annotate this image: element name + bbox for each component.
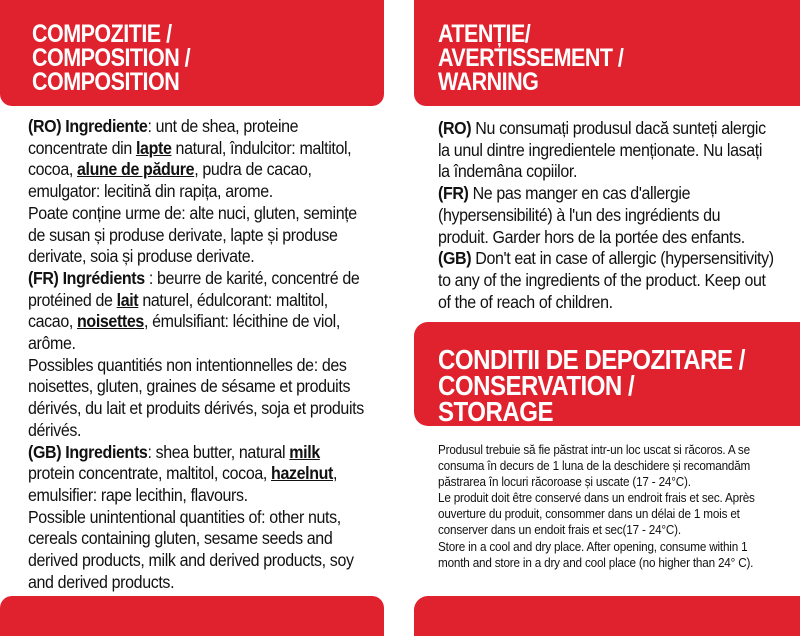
composition-fr: (FR) Ingrédients : beurre de karité, concentré de protéined de lait naturel, édulcorant: maltitol, cacao, noisettes, émulsifiant: lécithine de viol, arôme. (28, 267, 360, 354)
warning-header (414, 0, 800, 106)
allergen-hazelnut-fr: noisettes (77, 311, 144, 332)
warning-title-gb: WARNING (438, 68, 539, 96)
ingredients-tag-fr: (FR) Ingrédients (28, 267, 145, 288)
next-panel-band-right (414, 596, 800, 636)
allergen-hazelnut-gb: hazelnut (271, 463, 333, 484)
composition-gb: (GB) Ingredients: shea butter, natural milk protein concentrate, maltitol, cocoa, hazelnut, emulsifier: rape lecithin, flavours. (28, 441, 338, 505)
warning-title-fr: AVERTISSEMENT / (438, 44, 624, 72)
storage-gb: Store in a cool and dry place. After opening, consume within 1 month and store in a dry and cool place (no higher than 24° C). (438, 539, 754, 570)
ingredients-tag-ro: (RO) Ingrediente (28, 116, 148, 136)
allergen-milk-fr: lait (116, 289, 139, 310)
storage-header (414, 322, 800, 426)
storage-fr: Le produit doit être conservé dans un endroit frais et sec. Après ouverture du produit, consommer dans un délai de 1 mois et conserver dans un endoit frais et sec(17 - 24°C). (438, 491, 755, 538)
composition-title-gb: COMPOSITION (32, 68, 180, 96)
warning-fr: (FR) Ne pas manger en cas d'allergie (hypersensibilité) à l'un des ingrédients du produit. Garder hors de la portée des enfants. (438, 183, 745, 247)
warning-ro: (RO) Nu consumați produsul dacă sunteți alergic la unul dintre ingredientele menționate. Nu lasați la îndemâna copiilor. (438, 118, 766, 182)
warning-body (438, 118, 774, 313)
storage-title-gb: STORAGE (438, 396, 554, 427)
allergen-hazelnut-ro: alune de pădure (77, 159, 195, 180)
traces-gb: Possible unintentional quantities of: other nuts, cereals containing gluten, sesame seeds and derived products, milk and derived products, soy and derived products. (28, 506, 354, 592)
storage-title-fr: CONSERVATION / (438, 370, 635, 401)
storage-ro: Produsul trebuie să fie păstrat intr-un loc uscat si răcoros. A se consuma în decurs de 1 luna de la deschidere și recomandăm păstrarea în locuri răcoroase și uscate (17 - 24°C). (438, 443, 751, 490)
ingredients-tag-gb: (GB) Ingredients (28, 441, 148, 462)
next-panel-band-left (0, 596, 384, 636)
composition-title-fr: COMPOSITION / (32, 44, 191, 72)
warning-gb: (GB) Don't eat in case of allergic (hypersensitivity) to any of the ingredients of the product. Keep out of the of reach of children. (438, 248, 774, 312)
storage-body (438, 442, 777, 571)
traces-fr: Possibles quantitiés non intentionnelles de: des noisettes, gluten, graines de sésame et produits dérivés, du lait et produits dérivés, soja et produits dérivés. (28, 354, 364, 440)
composition-body (28, 116, 368, 593)
composition-title-ro: COMPOZITIE / (32, 20, 172, 48)
warning-title-ro: ATENȚIE/ (438, 20, 531, 48)
traces-ro: Poate conține urme de: alte nuci, gluten, semințe de susan și produse derivate, lapte și produse derivate, soia și produse derivate. (28, 202, 357, 267)
composition-ro: (RO) Ingrediente: unt de shea, proteine concentrate din lapte natural, îndulcitor: maltitol, cocoa, alune de pădure, pudra de cacao, emulgator: lecitină din rapița, arome. (28, 116, 352, 202)
composition-header (0, 0, 384, 106)
allergen-milk-gb: milk (289, 441, 320, 462)
storage-title-ro: CONDITII DE DEPOZITARE / (438, 344, 745, 375)
allergen-milk-ro: lapte (135, 137, 172, 158)
